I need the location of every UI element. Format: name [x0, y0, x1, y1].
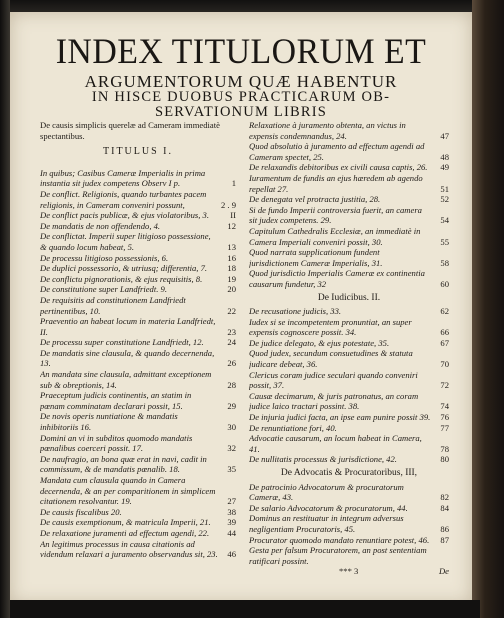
index-entry [40, 433, 236, 454]
entry-page-number: 1 [231, 178, 236, 189]
index-entry [40, 253, 236, 264]
entry-text: Capitulum Cathedralis Ecclesiæ, an immediatè in Camera Imperiali conveniri possit, 30. [249, 225, 421, 247]
index-entry [249, 348, 449, 369]
index-entry [249, 194, 449, 205]
entry-page-number: 18 [227, 263, 236, 274]
entry-page-number: 82 [440, 492, 449, 503]
entry-page-number: 70 [440, 359, 449, 370]
entry-page-number: 12 [227, 220, 236, 231]
index-entry [40, 210, 236, 221]
index-entry [40, 411, 236, 432]
index-entry [249, 268, 449, 289]
entry-text: Praeventio an habeat locum in materia Landfriedt, II. [40, 316, 216, 337]
index-entry [40, 507, 236, 518]
entry-page-number: 29 [227, 400, 236, 411]
entry-page-number: 16 [227, 252, 236, 263]
entry-page-number: 51 [440, 183, 449, 194]
entry-text: De novis operis nuntiatione & mandatis inhibitoriis 16. [40, 411, 178, 433]
entry-page-number: 55 [440, 236, 449, 247]
index-entry [40, 390, 236, 411]
entry-text: De duplici possessorio, & utriusq; differentia, 7. [40, 263, 208, 274]
entry-page-number: 24 [227, 337, 236, 348]
entry-text: De requisitis ad constitutionem Landfriedt pertinentibus, 10. [40, 294, 186, 316]
entry-text: Si de fundo Imperii controversia fuerit, an camera sit judex competens. 29. [249, 204, 422, 226]
entry-text: De relaxatione juramenti ad effectum agendi, 22. [40, 527, 210, 538]
entry-text: De conflict. Religionis, quando turbantes pacem religionis, in Cameram conveniri possunt, [40, 188, 207, 210]
entry-page-number: 48 [440, 151, 449, 162]
entry-text: Gesta per falsum Procuratorem, an post sententiam ratificari possint. [249, 545, 427, 566]
index-entry [249, 370, 449, 391]
index-entry [249, 173, 449, 194]
index-entry [249, 205, 449, 226]
index-entry [40, 528, 236, 539]
entry-text: De processu super constitutione Landfriedt, 12. [40, 337, 204, 348]
entry-text: De mandatis sine clausula, & quando decernenda, 13. [40, 347, 215, 369]
book-page [10, 12, 472, 604]
index-entry [40, 231, 236, 252]
entry-text: Clericus coram judice seculari quando conveniri possit, 37. [249, 369, 418, 391]
entry-text: Quod narrata supplicationum fundent jurisdictionem Cameræ Imperialis, 31. [249, 247, 383, 268]
right-entries-b [249, 306, 449, 465]
index-subtitle-line1: ARGUMENTORUM QUÆ HABENTUR [84, 72, 398, 91]
index-entry [249, 503, 449, 514]
entry-page-number: 62 [440, 306, 449, 317]
right-entries-a [249, 120, 449, 290]
index-entry [40, 517, 236, 528]
entry-text: Mandata cum clausula quando in Camera decernenda, & an per comparitionem in simplicem citationem resolvantur. 19. [40, 475, 216, 507]
entry-page-number: 52 [440, 194, 449, 205]
entry-page-number: 60 [440, 278, 449, 289]
entry-text: De renuntiatione fori, 40. [249, 422, 337, 433]
entry-page-number: 39 [227, 517, 236, 528]
entry-text: Domini an vi in subditos quomodo mandatis pœnalibus coerceri possit. 17. [40, 432, 193, 454]
entry-page-number: 20 [227, 284, 236, 295]
entry-text: De naufragio, an bona quæ erat in navi, cadit in commissum, & de mandatis pœnalib. 18. [40, 453, 207, 475]
index-entry [249, 391, 449, 412]
entry-text: De injuria judici facta, an ipse eam punire possit 39. [249, 412, 431, 423]
entry-page-number: 54 [440, 215, 449, 226]
entry-text: De relaxandis debitoribus ex civili causa captis, 26. [249, 162, 428, 173]
book-spine [0, 0, 10, 618]
index-entry [40, 337, 236, 348]
index-entry [40, 316, 236, 337]
entry-page-number: 66 [440, 327, 449, 338]
left-column [40, 120, 236, 560]
entry-text: Iudex si se incompetentem pronuntiat, an super expensis cognoscere possit. 34. [249, 316, 412, 338]
entry-text: Dominus an restituatur in integrum adversus negligentiam Procuratoris, 45. [249, 513, 404, 534]
index-entry [249, 545, 449, 566]
entry-text: Relaxatione à juramento obtenta, an victus in expensis condemnandus, 24. [249, 120, 406, 141]
entry-text: Procurator quomodo mandato renuntiare potest, 46. [249, 534, 430, 545]
catchword: De [438, 566, 449, 577]
signature-mark: *** 3 [339, 566, 359, 577]
entry-page-number: 27 [227, 496, 236, 507]
index-subtitle-line2: IN HISCE DUOBUS PRACTICARUM OB- [91, 89, 391, 105]
entry-text: De denegata vel protracta justitia, 28. [249, 194, 381, 205]
entry-text: Iuramentum de fundis an ejus hæredem ab agendo repellat 27. [249, 172, 423, 194]
entry-page-number: 72 [440, 380, 449, 391]
entry-text: De conflictat. Imperii super litigioso possessione, & quando locum habeat, 5. [40, 231, 211, 252]
index-entry [249, 120, 449, 141]
index-entry [40, 189, 236, 210]
entry-text: De patrocinio Advocatorum & procuratorum Cameræ, 43. [249, 481, 404, 503]
entry-page-number: 58 [440, 257, 449, 268]
entry-page-number: 46 [227, 549, 236, 560]
entry-page-number: 2 . 9 [220, 199, 236, 210]
index-entry [249, 317, 449, 338]
entry-page-number: 49 [440, 162, 449, 173]
index-entry [249, 433, 449, 454]
entry-page-number: 86 [440, 523, 449, 534]
entry-page-number: 13 [227, 241, 236, 252]
entry-text: Praeceptum judicis continentis, an statim in pœnam comminatam declarari possit, 15. [40, 390, 192, 411]
entry-page-number: 22 [227, 305, 236, 316]
index-subtitle-line3: SERVATIONUM LIBRIS [154, 104, 328, 120]
page-footer [249, 566, 449, 577]
entry-text: De conflict pacis publicæ, & ejus violatoribus, 3. [40, 210, 209, 221]
index-entry [40, 263, 236, 274]
index-entry [40, 295, 236, 316]
entry-text: De mandatis de non offendendo, 4. [40, 220, 161, 231]
entry-text: De causis fiscalibus 20. [40, 506, 122, 517]
index-entry [40, 454, 236, 475]
entry-page-number: 77 [440, 422, 449, 433]
index-entry [249, 513, 449, 534]
entry-text: In quibus; Casibus Cameræ Imperialis in prima instantia sit judex competens Observ I p. [40, 167, 206, 189]
entry-text: De recusatione judicis, 33. [249, 306, 342, 317]
index-entry [40, 539, 236, 560]
index-entry [249, 226, 449, 247]
index-entry [249, 306, 449, 317]
entry-page-number: 76 [440, 412, 449, 423]
index-entry [40, 475, 236, 507]
entry-page-number: 19 [227, 273, 236, 284]
entry-page-number: 80 [440, 454, 449, 465]
index-entry [40, 274, 236, 285]
entry-text: Quod judex, secundum consuetudines & statuta judicare debeat, 36. [249, 348, 413, 370]
entry-page-number: 30 [227, 422, 236, 433]
entry-text: An mandata sine clausula, admittant exceptionem sub & obreptionis, 14. [40, 369, 212, 390]
right-column [249, 120, 449, 577]
entry-text: Advocatie causarum, an locum habeat in Camera, 41. [249, 433, 422, 454]
entry-page-number: 28 [227, 379, 236, 390]
entry-text: De judice delegato, & ejus potestate, 35. [249, 337, 390, 348]
entry-page-number: 23 [227, 326, 236, 337]
index-entry [249, 141, 449, 162]
entry-page-number: 26 [227, 358, 236, 369]
entry-page-number: 32 [227, 443, 236, 454]
entry-page-number: 47 [440, 130, 449, 141]
index-entry [249, 535, 449, 546]
index-entry [249, 482, 449, 503]
entry-text: Causæ decimarum, & juris patronatus, an coram judice laico tractari possint. 38. [249, 390, 419, 412]
section-heading-judices: De Iudicibus. II. [317, 292, 381, 303]
index-entry [40, 168, 236, 189]
index-title: INDEX TITULORUM ET [55, 31, 427, 71]
index-entry [40, 221, 236, 232]
entry-page-number: 38 [227, 506, 236, 517]
book-cover-edge [472, 0, 504, 618]
index-entry [249, 454, 449, 465]
index-entry [249, 338, 449, 349]
intro-text: De causis simplicis querelæ ad Cameram immediatè spectantibus. [40, 120, 220, 141]
entry-text: De processu litigioso possessionis, 6. [40, 252, 169, 263]
index-entry [249, 162, 449, 173]
entry-page-number: 84 [440, 502, 449, 513]
entry-text: Quod absolutio à juramento ad effectum agendi ad Cameram spectet, 25. [249, 141, 425, 162]
entry-page-number: II [230, 210, 236, 221]
index-entry [249, 423, 449, 434]
title-heading: TITULUS I. [103, 146, 173, 158]
index-entry [40, 348, 236, 369]
right-entries-c [249, 482, 449, 567]
entry-text: An legitimus processus in causa citationis ad videndum relaxari a juramento observandus sit, 23. [40, 538, 218, 560]
entry-page-number: 87 [440, 534, 449, 545]
index-entry [40, 369, 236, 390]
section-heading-advocatis: De Advocatis & Procuratoribus, III, [280, 468, 418, 478]
entry-text: De constitutione super Landfriedt. 9. [40, 284, 167, 295]
entry-text: De causis exemptionum, & matricula Imperii, 21. [40, 517, 211, 528]
index-entry [249, 247, 449, 268]
entry-page-number: 44 [227, 527, 236, 538]
entry-page-number: 67 [440, 337, 449, 348]
entry-page-number: 35 [227, 464, 236, 475]
page-bottom-shadow [10, 600, 480, 618]
entry-text: De nullitatis processus & jurisdictione, 42. [249, 454, 397, 465]
left-entries [40, 168, 236, 560]
entry-text: De salario Advocatorum & procuratorum, 44. [249, 502, 408, 513]
entry-page-number: 74 [440, 401, 449, 412]
entry-page-number: 78 [440, 443, 449, 454]
entry-text: De conflictu pignorationis, & ejus requisitis, 8. [40, 273, 203, 284]
index-entry [249, 412, 449, 423]
entry-text: Quod jurisdictio Imperialis Cameræ ex continentia causarum fundetur, 32 [249, 268, 425, 289]
index-entry [40, 284, 236, 295]
